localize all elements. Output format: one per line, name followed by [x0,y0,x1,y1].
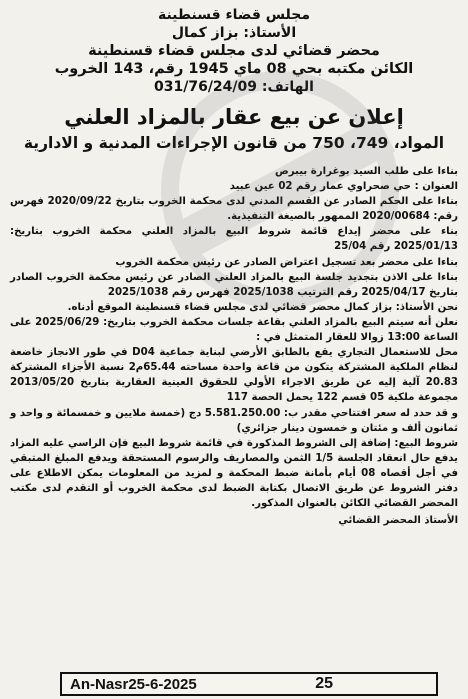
paragraph: العنوان : حي صحراوي عمار رقم 02 عين عبيد [229,181,458,193]
newspaper-name-date: An-Nasr25-6-2025 [70,675,197,693]
paragraph: محل للاستعمال التجاري يقع بالطابق الأرضي لبناية جماعية D04 في طور الانجاز خاضعة لنظام الملكية المشتركة يتكون من قاعة واحدة مساحته 65.44م2 نسبة الأجزاء المشتركة 20.83 آلية إليه عن طريق الاجراء الأولي للحقوق العينية العقارية بتاريخ 2013/05/20 مجموعة ملكية 05 قسم 122 يحمل الحصة 117 [10,347,459,404]
paragraph: بناءا على طلب السيد بوغرارة بيبرص [275,166,458,177]
paragraph: و قد حدد له سعر افتتاحي مقدر ب: 5.581.250.00 دج (خمسة ملايين و خمسمائة و واحد و ثمانون ألف و مئتان و خمسون دينار جزائري) [10,407,458,434]
bailiff-title: محضر قضائي لدى مجلس قضاء قسنطينة [88,43,380,59]
paragraph: بناءا على محضر بعد تسجيل اعتراض الصادر عن رئيس محكمة الخروب [115,256,458,268]
phone-line [10,78,458,96]
paragraph: نعلن أنه سيتم البيع بالمزاد العلني بقاعة جلسات محكمة الخروب بتاريخ: 2025/06/29 على الساعة 13:00 زوالا للعقار المتمثل في : [10,316,458,344]
court-name: مجلس قضاء قسنطينة [157,7,311,23]
paragraph: بناءا على الاذن بتجديد جلسة البيع بالمزاد العلني الصادر عن رئيس محكمة الخروب الصادر بتاريخ 2025/04/17 رقم الترتيب 2025/1038 فهرس رقم 2025/1038 [10,271,458,298]
phone-label: الهاتف: [261,79,314,95]
phone-number: 031/76/24/09 [154,79,258,95]
legal-reference: المواد، 749، 750 من قانون الإجراءات المدنية و الادارية [23,134,445,152]
bailiff-name: الأستاذ: بزاز كمال [171,25,297,41]
paragraph: بناء على محضر إيداع قائمة شروط البيع بالمزاد العلني محكمة الخروب بتاريخ: 2025/01/13 رقم 25/04 [10,226,458,253]
signature: الأستاذ المحضر القضائي [338,515,458,527]
announcement-title: إعلان عن بيع عقار بالمزاد العلني [64,105,404,129]
page-number: 25 [315,675,333,692]
bailiff-header [10,6,458,96]
office-address: الكائن مكتبه بحي 08 ماي 1945 رقم، 143 الخروب [54,61,414,77]
paragraph: شروط البيع: إضافة إلى الشروط المذكورة في قائمة شروط البيع فإن الراسي عليه المزاد يدفع حال انعقاد الجلسة 1/5 الثمن والمصاريف والرسوم المستحقة ويدفع المبلغ المتبقي في أجل أقصاه 08 أيام بأمانة ضبط المحكمة و لمزيد من المعلومات يمكن الاطلاع على دفتر الشروط عن طريق الاتصال بكتابة الضبط لدى محكمة الخروب أو التقدم لدى مكتب المحضر القضائي الكائن بالعنوان المذكور. [10,437,458,510]
paragraph: نحن الأستاذ: بزاز كمال محضر قضائي لدى مجلس قضاء قسنطينة الموقع أدناه. [67,301,458,313]
newspaper-footer [60,672,438,696]
announcement-body [10,164,458,528]
paragraph: بناءا على الحكم الصادر عن القسم المدني لدى محكمة الخروب بتاريخ 2020/09/22 فهرس رقم: 2020/00684 الممهور بالصيغة التنفيذية. [10,196,458,223]
